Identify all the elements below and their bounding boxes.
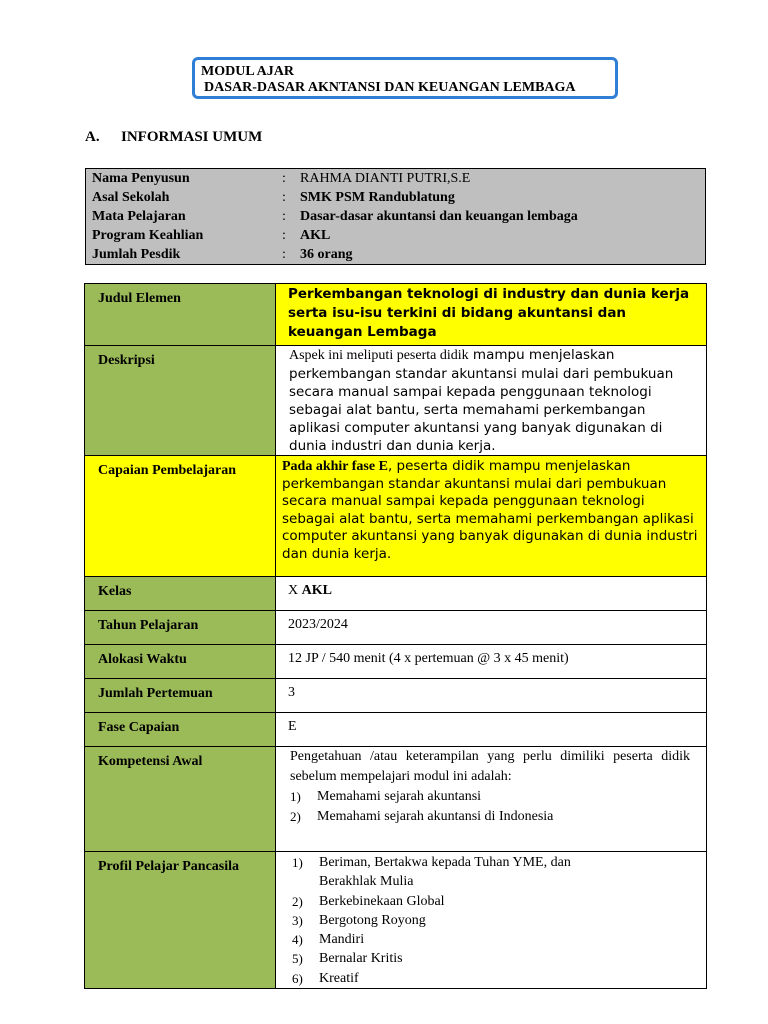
list-text: Bernalar Kritis — [319, 951, 403, 967]
info-row — [92, 245, 699, 264]
info-colon: : — [282, 171, 286, 186]
list-text: Mandiri — [319, 932, 365, 948]
list-item — [292, 892, 696, 911]
section-heading — [85, 129, 262, 146]
list-text: Berkebinekaan Global — [319, 893, 445, 909]
module-title-line1: MODUL AJAR — [201, 64, 294, 79]
row-label-alokasi: Alokasi Waktu — [85, 645, 276, 679]
row-label-kelas: Kelas — [85, 577, 276, 611]
row-label-capaian: Capaian Pembelajaran — [85, 456, 276, 577]
list-item — [292, 949, 696, 968]
info-label: Nama Penyusun — [92, 171, 190, 186]
section-title: INFORMASI UMUM — [121, 129, 263, 145]
deskripsi-body: mampu menjelaskan perkembangan standar akuntansi mulai dari pembukuan secara manual sampai kepada penggunaan teknologi sebagai alat bantu, serta memahami perkembangan aplikasi computer akuntansi yang banyak digunakan di dunia industri dan dunia kerja. — [289, 347, 674, 454]
info-value: SMK PSM Randublatung — [300, 190, 455, 205]
table-row — [85, 456, 707, 577]
table-row — [85, 346, 707, 456]
row-label-judul-elemen: Judul Elemen — [85, 284, 276, 346]
list-number: 4) — [292, 932, 303, 948]
list-item — [292, 930, 696, 949]
info-colon: : — [282, 190, 286, 205]
row-label-deskripsi: Deskripsi — [85, 346, 276, 456]
row-value-kelas — [276, 577, 707, 611]
info-value: AKL — [300, 228, 331, 243]
info-value: Dasar-dasar akuntansi dan keuangan lembaga — [300, 209, 578, 224]
row-value-deskripsi — [276, 346, 707, 456]
kelas-program: AKL — [301, 583, 332, 598]
info-colon: : — [282, 228, 286, 243]
list-text: Beriman, Bertakwa kepada Tuhan YME, dan Berakhlak Mulia — [319, 855, 571, 890]
row-label-tahun: Tahun Pelajaran — [85, 611, 276, 645]
kompetensi-intro: Pengetahuan /atau keterampilan yang perlu dimiliki peserta didik sebelum mempelajari modul ini adalah: — [290, 749, 690, 784]
list-text: Bergotong Royong — [319, 912, 426, 928]
table-row — [85, 645, 707, 679]
info-label: Asal Sekolah — [92, 190, 170, 205]
list-item — [292, 969, 696, 988]
table-row — [85, 747, 707, 852]
row-value-capaian — [276, 456, 707, 577]
row-label-pertemuan: Jumlah Pertemuan — [85, 679, 276, 713]
kompetensi-list — [290, 787, 690, 827]
info-row — [92, 169, 699, 188]
list-item — [290, 807, 690, 827]
list-item — [290, 787, 690, 807]
table-row — [85, 713, 707, 747]
row-value-fase: E — [276, 713, 707, 747]
list-number: 5) — [292, 951, 303, 967]
row-value-tahun: 2023/2024 — [276, 611, 707, 645]
info-value: RAHMA DIANTI PUTRI,S.E — [300, 171, 471, 186]
section-number: A. — [85, 129, 100, 145]
info-label: Jumlah Pesdik — [92, 247, 181, 262]
list-number: 3) — [292, 912, 303, 928]
table-row — [85, 577, 707, 611]
module-title-line2: DASAR-DASAR AKNTANSI DAN KEUANGAN LEMBAGA — [204, 80, 576, 95]
table-row — [85, 852, 707, 989]
info-label: Mata Pelajaran — [92, 209, 186, 224]
info-label: Program Keahlian — [92, 228, 204, 243]
info-value: 36 orang — [300, 247, 353, 262]
info-colon: : — [282, 247, 286, 262]
general-info-box — [85, 168, 706, 265]
kelas-grade: X — [288, 583, 302, 598]
list-text: Memahami sejarah akuntansi — [317, 789, 482, 804]
list-item — [292, 853, 696, 892]
capaian-lead: Pada akhir fase E — [282, 459, 388, 474]
row-value-profil — [276, 852, 707, 989]
table-row — [85, 611, 707, 645]
info-row — [92, 188, 699, 207]
row-value-alokasi: 12 JP / 540 menit (4 x pertemuan @ 3 x 45 menit) — [276, 645, 707, 679]
row-label-kompetensi: Kompetensi Awal — [85, 747, 276, 852]
info-row — [92, 207, 699, 226]
row-value-pertemuan: 3 — [276, 679, 707, 713]
row-label-fase: Fase Capaian — [85, 713, 276, 747]
list-text: Memahami sejarah akuntansi di Indonesia — [317, 809, 554, 824]
module-detail-table — [84, 283, 707, 989]
module-title-box — [192, 57, 618, 99]
list-number: 2) — [292, 893, 303, 909]
row-value-judul-elemen: Perkembangan teknologi di industry dan dunia kerja serta isu-isu terkini di bidang akuntansi dan keuangan Lembaga — [276, 284, 707, 346]
row-label-profil: Profil Pelajar Pancasila — [85, 852, 276, 989]
list-number: 1) — [290, 789, 301, 804]
list-text: Kreatif — [319, 970, 359, 986]
list-number: 6) — [292, 970, 303, 986]
table-row — [85, 679, 707, 713]
list-number: 1) — [292, 855, 303, 870]
list-number: 2) — [290, 809, 301, 824]
info-colon: : — [282, 209, 286, 224]
list-item — [292, 911, 696, 930]
row-value-kompetensi — [276, 747, 707, 852]
info-row — [92, 226, 699, 245]
deskripsi-lead: Aspek ini meliputi peserta didik — [289, 348, 469, 363]
capaian-body: , peserta didik mampu menjelaskan perkembangan standar akuntansi mulai dari pembukuan secara manual sampai kepada penggunaan teknologi sebagai alat bantu, serta memahami perkembangan aplikasi computer akuntansi yang banyak digunakan di dunia industri dan dunia kerja. — [282, 458, 698, 562]
profil-list — [292, 852, 696, 988]
table-row — [85, 284, 707, 346]
